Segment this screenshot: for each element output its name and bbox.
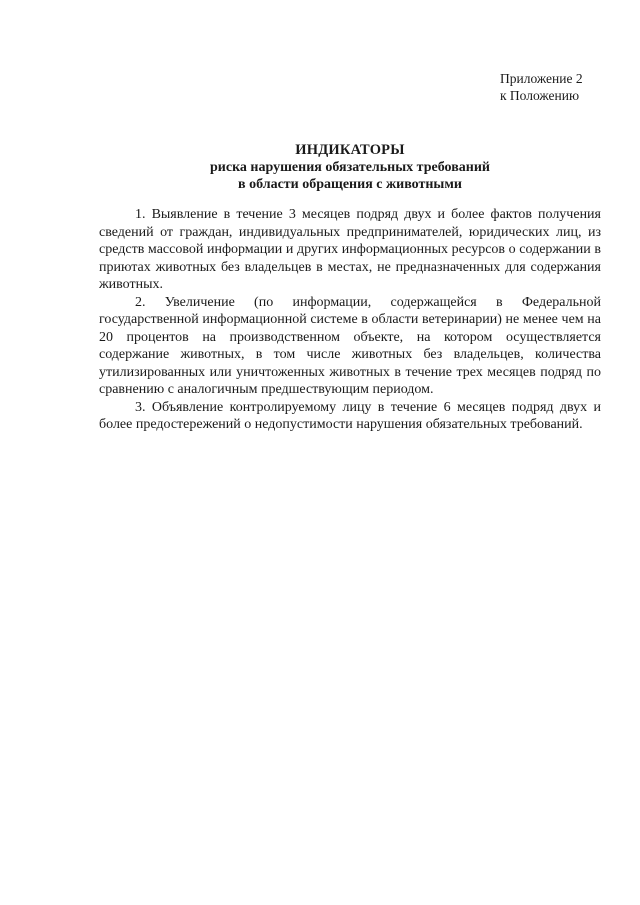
paragraph-item-3: 3. Объявление контролируемому лицу в течение 6 месяцев подряд двух и более предостережений о недопустимости нарушения обязательных требований. — [99, 399, 601, 432]
appendix-line-number: Приложение 2 — [500, 71, 583, 86]
appendix-line-regulation: к Положению — [500, 88, 580, 103]
paragraph-item-2: 2. Увеличение (по информации, содержащейся в Федеральной государственной информационной системе в области ветеринарии) не менее чем на 20 процентов на производственном объекте, на котором осуществляется содержание животных, в том числе животных без владельцев, количества утилизированных или уничтоженных животных в течение трех месяцев подряд по сравнению с аналогичным предшествующим периодом. — [99, 294, 601, 397]
paragraph-item-1: 1. Выявление в течение 3 месяцев подряд двух и более фактов получения сведений от граждан, индивидуальных предпринимателей, юридических лиц, из средств массовой информации и других информационных ресурсов о содержании в приютах животных без владельцев в местах, не предназначенных для содержания животных. — [99, 207, 601, 292]
appendix-reference — [500, 70, 610, 104]
document-title: ИНДИКАТОРЫ — [295, 142, 405, 158]
document-body — [99, 206, 601, 434]
document-title-block — [60, 141, 640, 193]
document-subtitle-line-1: риска нарушения обязательных требований — [210, 160, 490, 175]
document-subtitle-line-2: в области обращения с животными — [238, 177, 462, 192]
